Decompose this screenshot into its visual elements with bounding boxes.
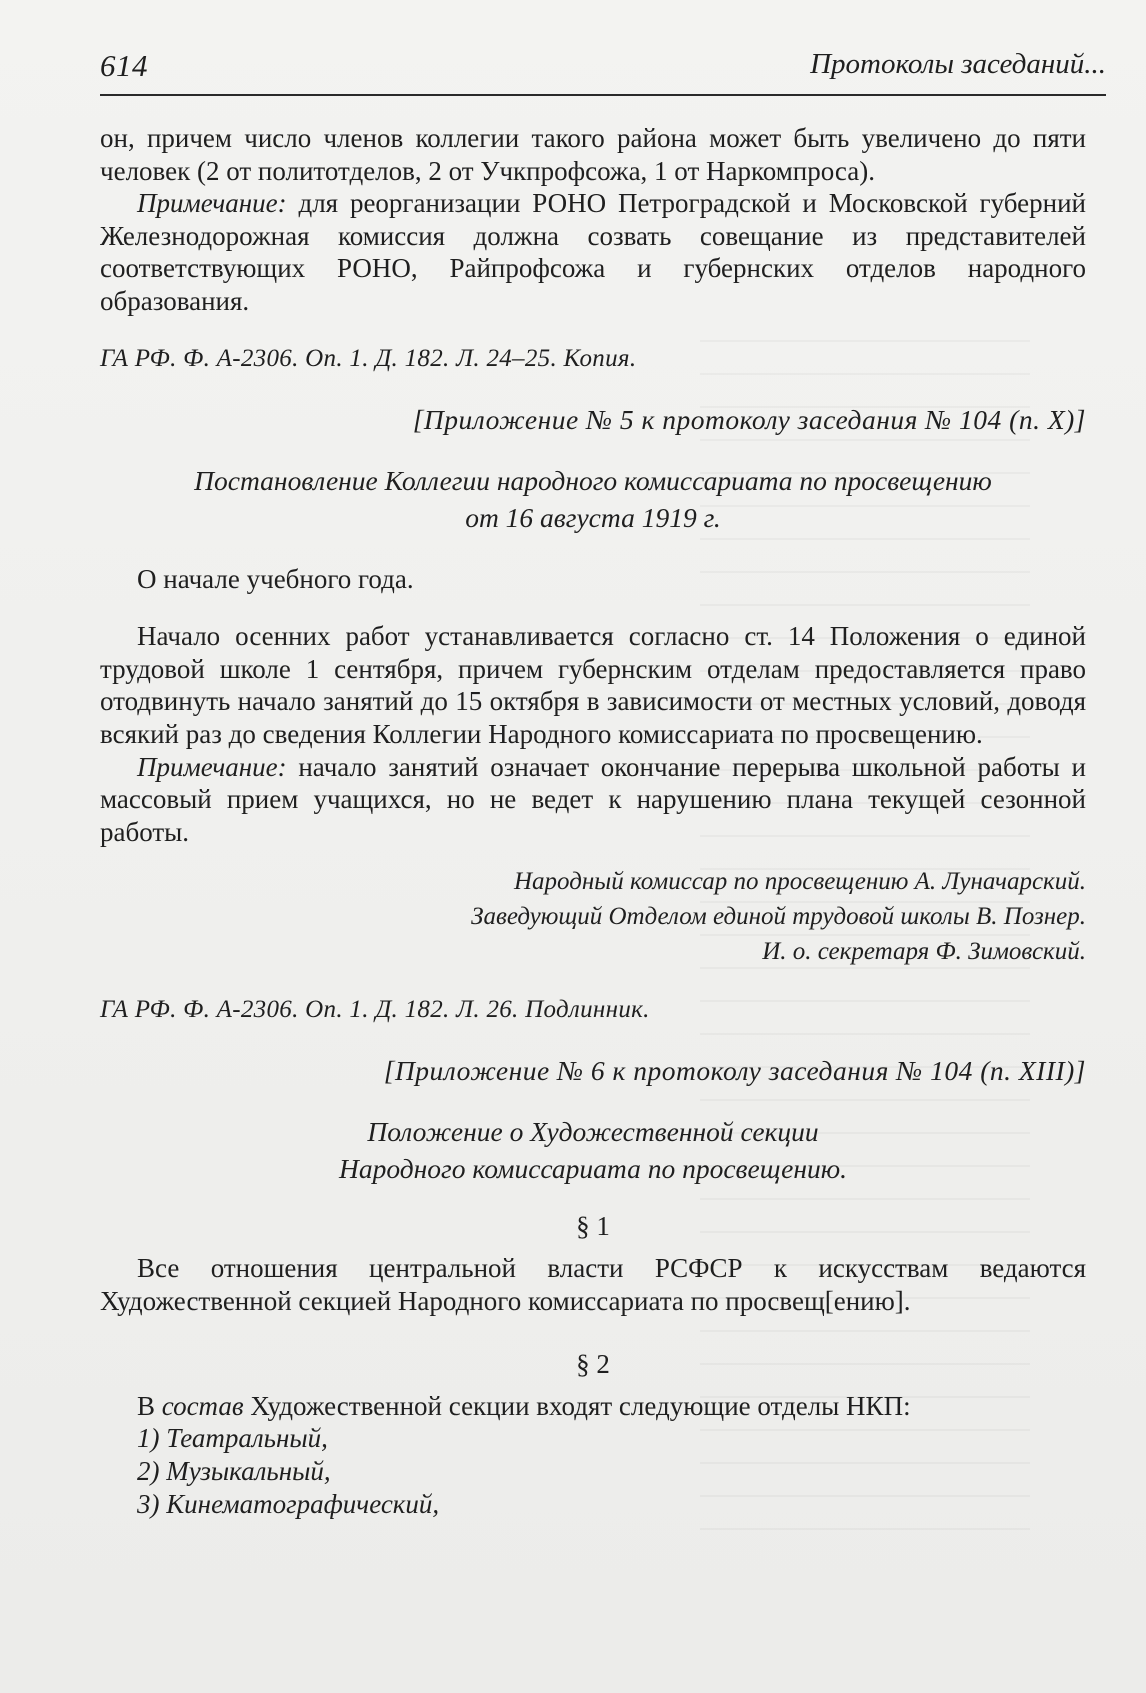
decree-title-line-2: от 16 августа 1919 г. (465, 501, 721, 533)
decree-note-label: Примечание: (137, 751, 287, 782)
intro-note-label: Примечание: (137, 188, 287, 219)
list-item: 1) Театральный, (137, 1423, 328, 1454)
decree-body: Начало осенних работ устанавливается согласно ст. 14 Положения о единой трудовой школе 1 сентября, причем губернским отделам предоставляется право отодвинуть начало занятий до 15 октября в зависимости от местных условий, доводя всякий раз до сведения Коллегии Народного комиссариата по просвещению. (100, 621, 1086, 749)
continuation-paragraph: он, причем число членов коллегии такого района может быть увеличено до пяти человек (2 от политотделов, 2 от Учкпрофсожа, 1 от Наркомпроса). (100, 123, 1086, 186)
page-header (100, 48, 1106, 96)
list-item: 3) Кинематографический, (137, 1489, 440, 1520)
regulation-title (100, 1113, 1086, 1187)
intro-note (100, 187, 1086, 317)
regulation-title-line-2: Народного комиссариата по просвещению. (338, 1153, 848, 1185)
decree-title-line-1: Постановление Коллегии народного комиссариата по просвещению (194, 464, 992, 496)
decree-note (100, 751, 1086, 849)
intro-source-citation: ГА РФ. Ф. А-2306. Оп. 1. Д. 182. Л. 24–25. Копия. (100, 344, 637, 372)
signature-department-head: Заведующий Отделом единой трудовой школы В. Познер. (471, 903, 1086, 931)
section-2-intro-emphasis: состав (161, 1390, 244, 1421)
appendix-5-heading: [Приложение № 5 к протоколу заседания № 104 (п. X)] (412, 403, 1086, 435)
page-number: 614 (100, 48, 148, 83)
running-head: Протоколы заседаний... (810, 48, 1106, 80)
decree-source-citation: ГА РФ. Ф. А-2306. Оп. 1. Д. 182. Л. 26. Подлинник. (100, 996, 650, 1024)
section-2-mark: § 2 (576, 1348, 610, 1379)
page-content (100, 122, 1086, 1521)
intro-note-text: для реорганизации РОНО Петроградской и Московской губерний Железнодорожная комиссия должна созвать совещание из представителей соответствующих РОНО, Райпрофсожа и губернских отделов народного образования. (100, 188, 1086, 316)
section-1-mark: § 1 (576, 1211, 610, 1242)
department-list (100, 1422, 1086, 1521)
section-2-intro: В состав Художественной секции входят следующие отделы НКП: (137, 1390, 911, 1421)
appendix-6-heading: [Приложение № 6 к протоколу заседания № 104 (п. XIII)] (383, 1055, 1086, 1087)
signature-secretary: И. о. секретаря Ф. Зимовский. (762, 938, 1086, 966)
section-1-text: Все отношения центральной власти РСФСР к искусствам ведаются Художественной секцией Народного комиссариата по просвещ[ению]. (100, 1253, 1086, 1316)
list-item: 2) Музыкальный, (137, 1456, 331, 1487)
decree-note-text: начало занятий означает окончание перерыва школьной работы и массовый прием учащихся, но не ведет к нарушению плана текущей сезонной работы. (100, 751, 1086, 847)
signature-block (100, 864, 1086, 969)
decree-subject: О начале учебного года. (137, 563, 414, 594)
decree-title (100, 462, 1086, 536)
regulation-title-line-1: Положение о Художественной секции (367, 1116, 819, 1148)
signature-commissar: Народный комиссар по просвещению А. Луначарский. (514, 868, 1086, 896)
